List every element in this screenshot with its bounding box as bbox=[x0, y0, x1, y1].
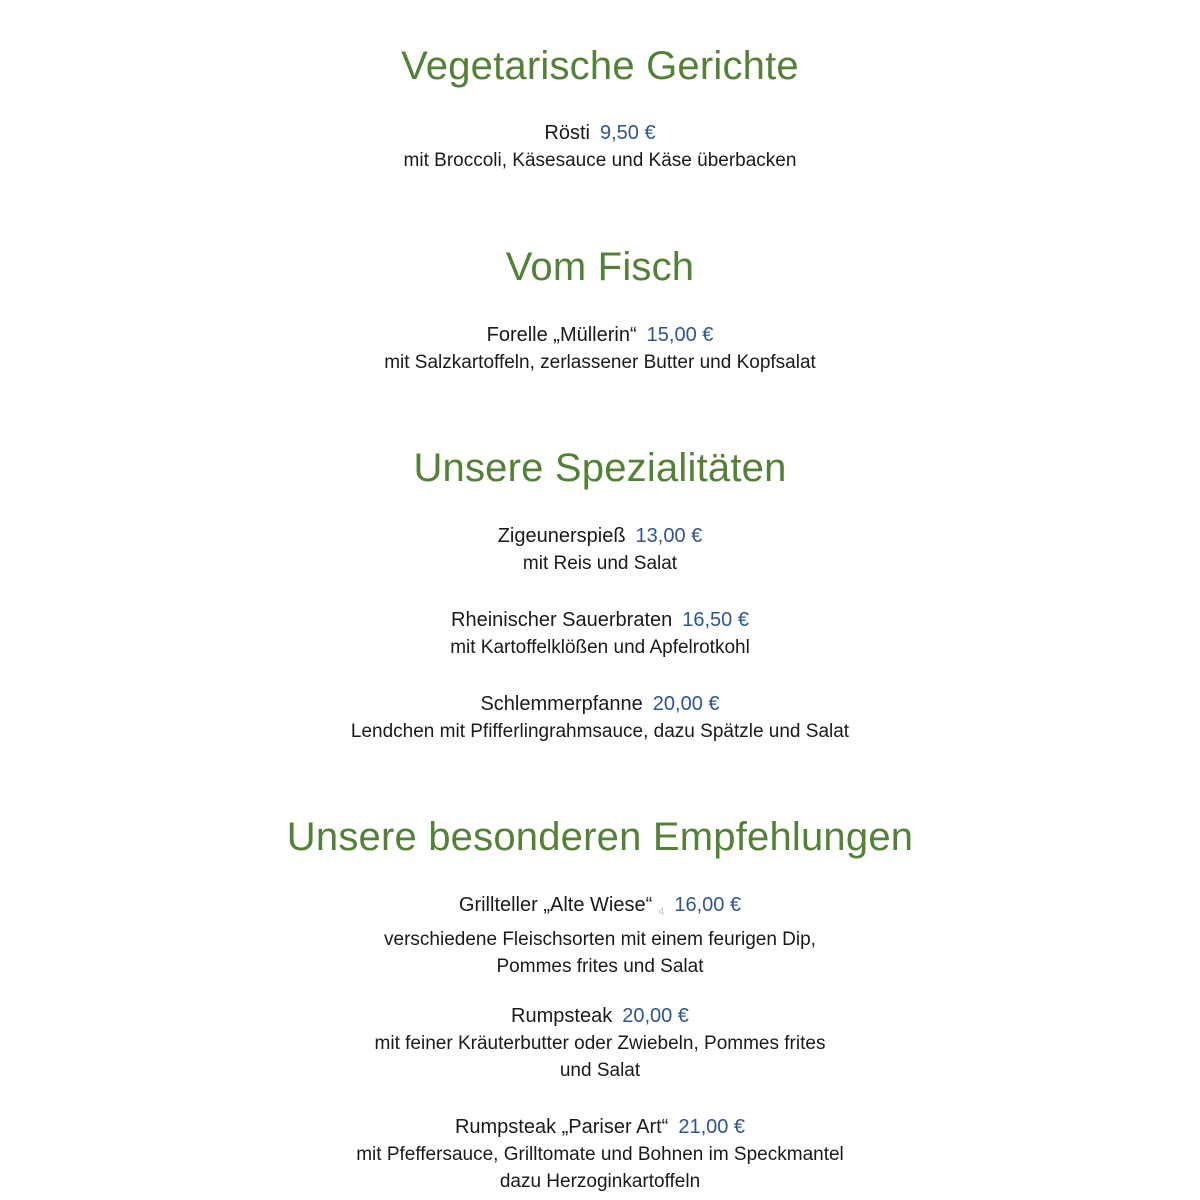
dish-rumpsteak-pariser-art bbox=[0, 1113, 1200, 1195]
dish-line bbox=[0, 119, 1200, 147]
dish-price: 16,50 € bbox=[682, 609, 749, 631]
dish-name: Rheinischer Sauerbraten bbox=[451, 609, 673, 631]
dish-price: 13,00 € bbox=[635, 525, 703, 547]
section-title-vegetarian: Vegetarische Gerichte bbox=[401, 44, 799, 88]
dish-description: verschiedene Fleischsorten mit einem feurigen Dip, bbox=[384, 929, 816, 950]
dish-description: Lendchen mit Pfifferlingrahmsauce, dazu Spätzle und Salat bbox=[350, 721, 850, 742]
dish-description: mit Kartoffelklößen und Apfelrotkohl bbox=[450, 637, 750, 658]
dish-name: Rumpsteak „Pariser Art“ bbox=[454, 1116, 669, 1138]
dish-description: mit Broccoli, Käsesauce und Käse überbacken bbox=[403, 150, 797, 171]
dish-price: 9,50 € bbox=[599, 122, 656, 144]
dish-footnote-marker: 4 bbox=[658, 906, 665, 918]
dish-name: Zigeunerspieß bbox=[497, 525, 626, 547]
section-title-fish: Vom Fisch bbox=[505, 245, 695, 289]
dish-price: 20,00 € bbox=[652, 693, 720, 715]
dish-description: und Salat bbox=[559, 1060, 641, 1081]
dish-line bbox=[0, 321, 1200, 349]
dish-price: 21,00 € bbox=[678, 1116, 746, 1138]
dish-price: 15,00 € bbox=[646, 324, 714, 346]
dish-roesti bbox=[0, 119, 1200, 174]
dish-schlemmerpfanne bbox=[0, 690, 1200, 745]
section-title-recommendations: Unsere besonderen Empfehlungen bbox=[286, 815, 914, 859]
dish-grillteller bbox=[0, 891, 1200, 980]
dish-line bbox=[0, 891, 1200, 926]
dish-description: mit Reis und Salat bbox=[522, 553, 678, 574]
dish-line bbox=[0, 522, 1200, 550]
dish-price: 16,00 € bbox=[674, 894, 742, 916]
dish-line bbox=[0, 1113, 1200, 1141]
dish-name: Forelle „Müllerin“ bbox=[486, 324, 637, 346]
dish-sauerbraten bbox=[0, 606, 1200, 661]
dish-rumpsteak bbox=[0, 1002, 1200, 1084]
dish-description: mit Salzkartoffeln, zerlassener Butter und Kopfsalat bbox=[384, 352, 816, 373]
dish-line bbox=[0, 1002, 1200, 1030]
dish-description: mit feiner Kräuterbutter oder Zwiebeln, Pommes frites bbox=[374, 1033, 826, 1054]
dish-name: Schlemmerpfanne bbox=[480, 693, 643, 715]
dish-line bbox=[0, 690, 1200, 718]
dish-description: dazu Herzoginkartoffeln bbox=[499, 1171, 701, 1192]
dish-forelle bbox=[0, 321, 1200, 376]
dish-price: 20,00 € bbox=[622, 1005, 689, 1027]
section-title-specialties: Unsere Spezialitäten bbox=[413, 446, 787, 490]
dish-name: Rumpsteak bbox=[511, 1005, 613, 1027]
dish-description: Pommes frites und Salat bbox=[496, 956, 704, 977]
dish-name: Rösti bbox=[544, 122, 590, 144]
dish-description: mit Pfeffersauce, Grilltomate und Bohnen im Speckmantel bbox=[356, 1144, 844, 1165]
dish-name: Grillteller „Alte Wiese“ bbox=[458, 894, 653, 916]
dish-line bbox=[0, 606, 1200, 634]
dish-zigeunerspiess bbox=[0, 522, 1200, 577]
